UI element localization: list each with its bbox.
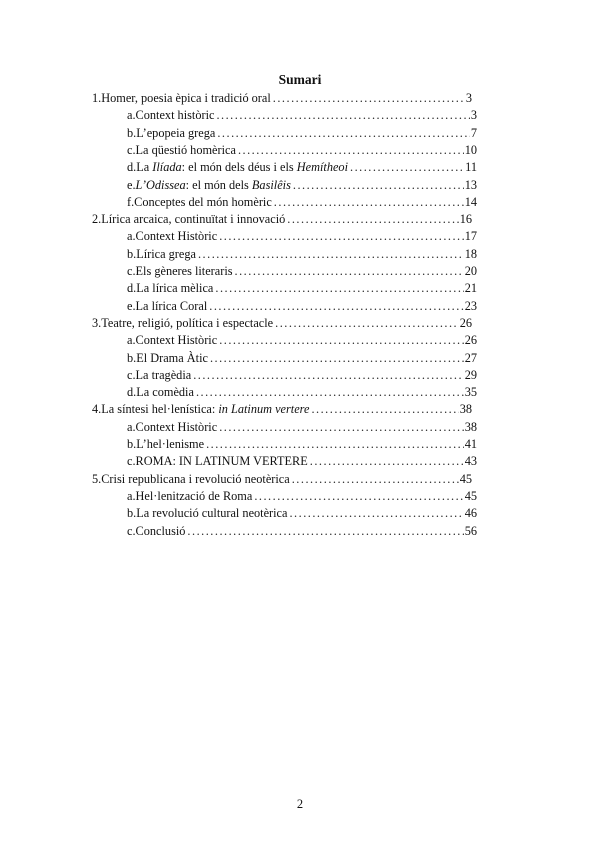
- toc-section-row[interactable]: [127, 142, 477, 159]
- toc-dot-leader: [196, 384, 464, 401]
- toc-entry-number: e.: [127, 177, 136, 192]
- toc-entry-page: 10: [464, 142, 477, 157]
- toc-entry-label: [136, 298, 210, 315]
- toc-dot-leader: [275, 315, 459, 332]
- toc-entry-label-text: Context Històric: [135, 419, 218, 434]
- toc-entry-label-text: La qüestió homèrica: [135, 142, 236, 157]
- toc-entry-label: [136, 142, 238, 159]
- toc-dot-leader: [209, 298, 463, 315]
- toc-dot-leader: [198, 246, 464, 263]
- toc-section-row[interactable]: [127, 246, 477, 263]
- toc-entry-number: e.: [127, 298, 136, 313]
- toc-entry-label-text: Conceptes del món homèric: [134, 194, 272, 209]
- toc-entry-label: [101, 315, 275, 332]
- toc-entry-number: d.: [127, 385, 137, 400]
- toc-entry-number: a.: [127, 419, 136, 434]
- toc-entry-page: 27: [464, 350, 477, 365]
- toc-entry-label: [136, 523, 188, 540]
- toc-dot-leader: [293, 177, 464, 194]
- toc-chapter-row[interactable]: [92, 211, 472, 228]
- toc-chapter-row[interactable]: [92, 90, 472, 107]
- toc-section-row[interactable]: [127, 436, 477, 453]
- toc-entry-label: [136, 367, 194, 384]
- toc-dot-leader: [187, 523, 463, 540]
- toc-entry-label-text: : el món dels déus i els: [181, 160, 297, 175]
- toc-chapter-row[interactable]: [92, 315, 472, 332]
- toc-entry-label-text: Context Històric: [135, 333, 218, 348]
- toc-entry-label-text: Conclusió: [135, 523, 186, 538]
- toc-entry-label-italic: Basilêis: [251, 177, 291, 192]
- toc-entry-label: [136, 436, 206, 453]
- toc-entry-label: [136, 384, 196, 401]
- toc-section-row[interactable]: [127, 419, 477, 436]
- toc-entry-number: b.: [127, 125, 137, 140]
- toc-entry-label: [136, 453, 310, 470]
- toc-entry-page: 43: [464, 454, 477, 469]
- toc-dot-leader: [287, 211, 458, 228]
- toc-entry-number: b.: [127, 246, 137, 261]
- toc-section-row[interactable]: [127, 194, 477, 211]
- toc-entry-number: c.: [127, 264, 136, 278]
- toc-entry-label: [136, 263, 235, 280]
- toc-dot-leader: [193, 367, 464, 384]
- toc-section-row[interactable]: [127, 298, 477, 315]
- toc-entry-label-text: : el món dels: [185, 177, 252, 192]
- toc-entry-label-italic: Hemítheoi: [296, 160, 348, 175]
- toc-entry-page: 18: [464, 246, 477, 261]
- toc-dot-leader: [273, 90, 465, 107]
- toc-entry-number: c.: [127, 523, 136, 538]
- toc-entry-page: 26: [459, 315, 472, 330]
- toc-entry-number: a.: [127, 333, 136, 348]
- toc-dot-leader: [238, 142, 464, 159]
- toc-dot-leader: [310, 453, 464, 470]
- toc-dot-leader: [219, 419, 464, 436]
- toc-entry-page: 3: [465, 91, 472, 105]
- toc-section-row[interactable]: [127, 523, 477, 540]
- toc-entry-label: [101, 90, 273, 107]
- toc-dot-leader: [311, 401, 458, 418]
- toc-chapter-row[interactable]: [92, 401, 472, 418]
- toc-title: Sumari: [278, 72, 322, 87]
- toc-entry-page: 45: [459, 471, 472, 486]
- toc-entry-number: d.: [127, 281, 137, 296]
- toc-entry-number: b.: [127, 350, 137, 365]
- toc-entry-label: [136, 419, 220, 436]
- toc-entry-number: 1.: [92, 91, 102, 105]
- toc-entry-page: 45: [464, 488, 477, 503]
- toc-dot-leader: [206, 436, 464, 453]
- toc-section-row[interactable]: [127, 367, 477, 384]
- toc-dot-leader: [292, 471, 459, 488]
- toc-entry-number: c.: [127, 142, 136, 157]
- toc-section-row[interactable]: [127, 125, 477, 142]
- toc-entry-label-text: Hel·lenització de Roma: [135, 488, 253, 503]
- toc-entry-page: 17: [464, 229, 477, 244]
- toc-entry-label-text: La tragèdia: [135, 367, 192, 382]
- toc-entry-label: [136, 125, 217, 142]
- toc-entry-label: [136, 350, 210, 367]
- toc-entry-label: [136, 228, 220, 245]
- toc-entry-label: [136, 107, 217, 124]
- toc-entry-label-text: Context històric: [135, 108, 215, 123]
- toc-dot-leader: [350, 159, 464, 176]
- toc-entry-label-text: La síntesi hel·lenística:: [101, 402, 219, 417]
- toc-dot-leader: [274, 194, 464, 211]
- toc-entry-label-text: La revolució cultural neotèrica: [136, 506, 288, 521]
- toc-dot-leader: [215, 280, 463, 297]
- toc-dot-leader: [235, 263, 464, 280]
- toc-entry-page: 3: [470, 108, 477, 123]
- toc-entry-number: b.: [127, 506, 137, 521]
- toc-entry-number: 2.: [92, 212, 102, 227]
- toc-section-row[interactable]: [127, 177, 477, 194]
- toc-entry-number: f.: [127, 194, 135, 209]
- toc-entry-label-text: La comèdia: [136, 385, 194, 400]
- toc-entry-page: 35: [464, 385, 477, 400]
- toc-section-row[interactable]: [127, 350, 477, 367]
- toc-entry-label: [136, 177, 293, 194]
- toc-section-row[interactable]: [127, 453, 477, 470]
- toc-section-row[interactable]: [127, 332, 477, 349]
- toc-entry-number: 4.: [92, 402, 102, 417]
- toc-chapter-row[interactable]: [92, 471, 472, 488]
- toc-entry-label: [136, 505, 289, 522]
- toc-entry-label-text: La lírica Coral: [135, 298, 208, 313]
- toc-section-row[interactable]: [127, 384, 477, 401]
- toc-entry-number: a.: [127, 488, 136, 503]
- toc-dot-leader: [254, 488, 463, 505]
- toc-entry-label: [136, 246, 198, 263]
- toc-entry-page: 21: [464, 281, 477, 296]
- toc-section-row[interactable]: [127, 228, 477, 245]
- toc-entry-label-text: Context Històric: [135, 229, 218, 244]
- toc-entry-page: 41: [464, 437, 477, 451]
- toc-entry-page: 14: [464, 194, 477, 209]
- toc-entry-page: 7: [470, 125, 477, 140]
- toc-entry-label-text: ROMA: IN LATINUM VERTERE: [135, 454, 308, 469]
- toc-entry-label-italic: in Latinum vertere: [218, 402, 310, 417]
- toc-entry-label-italic: Ilíada: [152, 160, 182, 175]
- toc-entry-page: 13: [464, 177, 477, 192]
- toc-entry-label: [101, 471, 291, 488]
- toc-entry-number: a.: [127, 229, 136, 244]
- toc-entry-page: 23: [464, 298, 477, 313]
- toc-entry-page: 38: [464, 419, 477, 434]
- toc-entry-page: 20: [464, 264, 477, 278]
- toc-entry-label-text: Homer, poesia èpica i tradició oral: [101, 91, 271, 105]
- toc-entry-page: 56: [464, 523, 477, 538]
- toc-entry-label-text: La lírica mèlica: [136, 281, 214, 296]
- page-number: 2: [296, 797, 304, 811]
- toc-entry-page: 26: [464, 333, 477, 348]
- toc-entry-label: [136, 159, 350, 176]
- toc-dot-leader: [210, 350, 464, 367]
- toc-entry-number: b.: [127, 437, 137, 451]
- toc-entry-number: c.: [127, 367, 136, 382]
- toc-entry-page: 46: [464, 506, 477, 521]
- toc-entry-label-italic: L’Odissea: [135, 177, 186, 192]
- toc-section-row[interactable]: [127, 488, 477, 505]
- toc-entry-page: 11: [465, 160, 477, 175]
- toc-dot-leader: [216, 107, 469, 124]
- toc-entry-page: 16: [459, 212, 472, 227]
- toc-section-row[interactable]: [127, 263, 477, 280]
- toc-entry-label: [134, 194, 274, 211]
- toc-section-row[interactable]: [127, 107, 477, 124]
- toc-entry-label: [101, 211, 287, 228]
- toc-entry-label-text: Els gèneres literaris: [135, 264, 233, 278]
- toc-entry-label: [136, 488, 255, 505]
- toc-dot-leader: [219, 332, 464, 349]
- toc-dot-leader: [289, 505, 463, 522]
- toc-dot-leader: [219, 228, 464, 245]
- toc-entry-number: c.: [127, 454, 136, 469]
- toc-dot-leader: [217, 125, 470, 142]
- toc-entry-label-text: Crisi republicana i revolució neotèrica: [101, 471, 290, 486]
- toc-entry-label-text: Teatre, religió, política i espectacle: [101, 315, 274, 330]
- toc-entry-number: 5.: [92, 471, 102, 486]
- toc-section-row[interactable]: [127, 280, 477, 297]
- toc-entry-page: 38: [459, 402, 472, 417]
- toc-section-row[interactable]: [127, 159, 477, 176]
- toc-entry-label-text: Lírica grega: [136, 246, 196, 261]
- toc-section-row[interactable]: [127, 505, 477, 522]
- toc-entry-label-text: El Drama Àtic: [136, 350, 208, 365]
- toc-entry-label: [136, 280, 215, 297]
- toc-entry-page: 29: [464, 367, 477, 382]
- toc-entry-number: 3.: [92, 315, 102, 330]
- toc-entry-label-text: L’epopeia grega: [136, 125, 216, 140]
- toc-entry-label-text: La: [136, 160, 153, 175]
- toc-entry-number: a.: [127, 108, 136, 123]
- toc-entry-label: [136, 332, 220, 349]
- toc-entry-label-text: L’hel·lenisme: [136, 437, 205, 451]
- toc-entry-label-text: Lírica arcaica, continuïtat i innovació: [101, 212, 286, 227]
- toc-entry-number: d.: [127, 160, 137, 175]
- toc-entry-label: [101, 401, 311, 418]
